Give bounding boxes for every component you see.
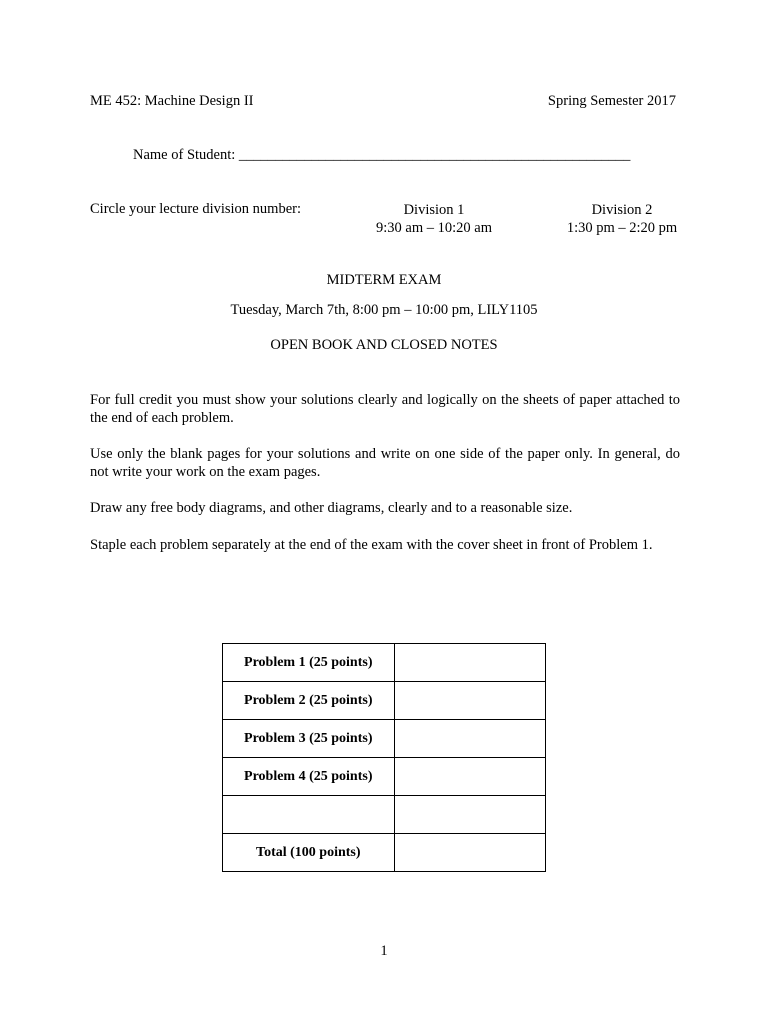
table-row [223, 758, 546, 796]
division-prompt: Circle your lecture division number: [90, 201, 302, 217]
score-table [222, 643, 546, 872]
problem-label: Problem 3 (25 points) [223, 720, 395, 758]
exam-datetime: Tuesday, March 7th, 8:00 pm – 10:00 pm, LILY1105 [230, 302, 538, 318]
student-name-blank[interactable]: ______________________________________________________ [238, 147, 631, 163]
instruction-paragraph: Use only the blank pages for your solutions and write on one side of the paper only. In general, do not write your work on the exam pages. [90, 446, 680, 480]
instruction-paragraph: Staple each problem separately at the end of the exam with the cover sheet in front of Problem 1. [90, 537, 653, 553]
problem-label: Problem 2 (25 points) [223, 682, 395, 720]
division-1-name: Division 1 [403, 202, 465, 218]
score-cell[interactable] [394, 758, 545, 796]
total-label: Total (100 points) [223, 834, 395, 872]
table-row [223, 644, 546, 682]
score-cell[interactable] [394, 796, 545, 834]
exam-policy: OPEN BOOK AND CLOSED NOTES [270, 337, 498, 353]
instruction-paragraph: Draw any free body diagrams, and other diagrams, clearly and to a reasonable size. [90, 500, 573, 516]
score-cell[interactable] [394, 682, 545, 720]
blank-label [223, 796, 395, 834]
semester-label: Spring Semester 2017 [547, 93, 676, 109]
course-title: ME 452: Machine Design II [90, 93, 254, 109]
score-cell[interactable] [394, 720, 545, 758]
division-2-option[interactable] [548, 201, 696, 237]
table-row [223, 720, 546, 758]
division-1-time: 9:30 am – 10:20 am [376, 220, 492, 236]
table-row [223, 796, 546, 834]
instruction-paragraph: For full credit you must show your solutions clearly and logically on the sheets of paper attached to the end of each problem. [90, 392, 680, 426]
exam-title: MIDTERM EXAM [326, 272, 442, 288]
score-cell[interactable] [394, 644, 545, 682]
division-2-name: Division 2 [591, 202, 653, 218]
table-row [223, 682, 546, 720]
page-number: 1 [380, 943, 388, 959]
table-row [223, 834, 546, 872]
total-score-cell[interactable] [394, 834, 545, 872]
problem-label: Problem 4 (25 points) [223, 758, 395, 796]
student-name-line [133, 147, 630, 164]
division-2-time: 1:30 pm – 2:20 pm [566, 220, 678, 236]
problem-label: Problem 1 (25 points) [223, 644, 395, 682]
division-1-option[interactable] [356, 201, 512, 237]
student-name-label: Name of Student: [133, 147, 236, 163]
